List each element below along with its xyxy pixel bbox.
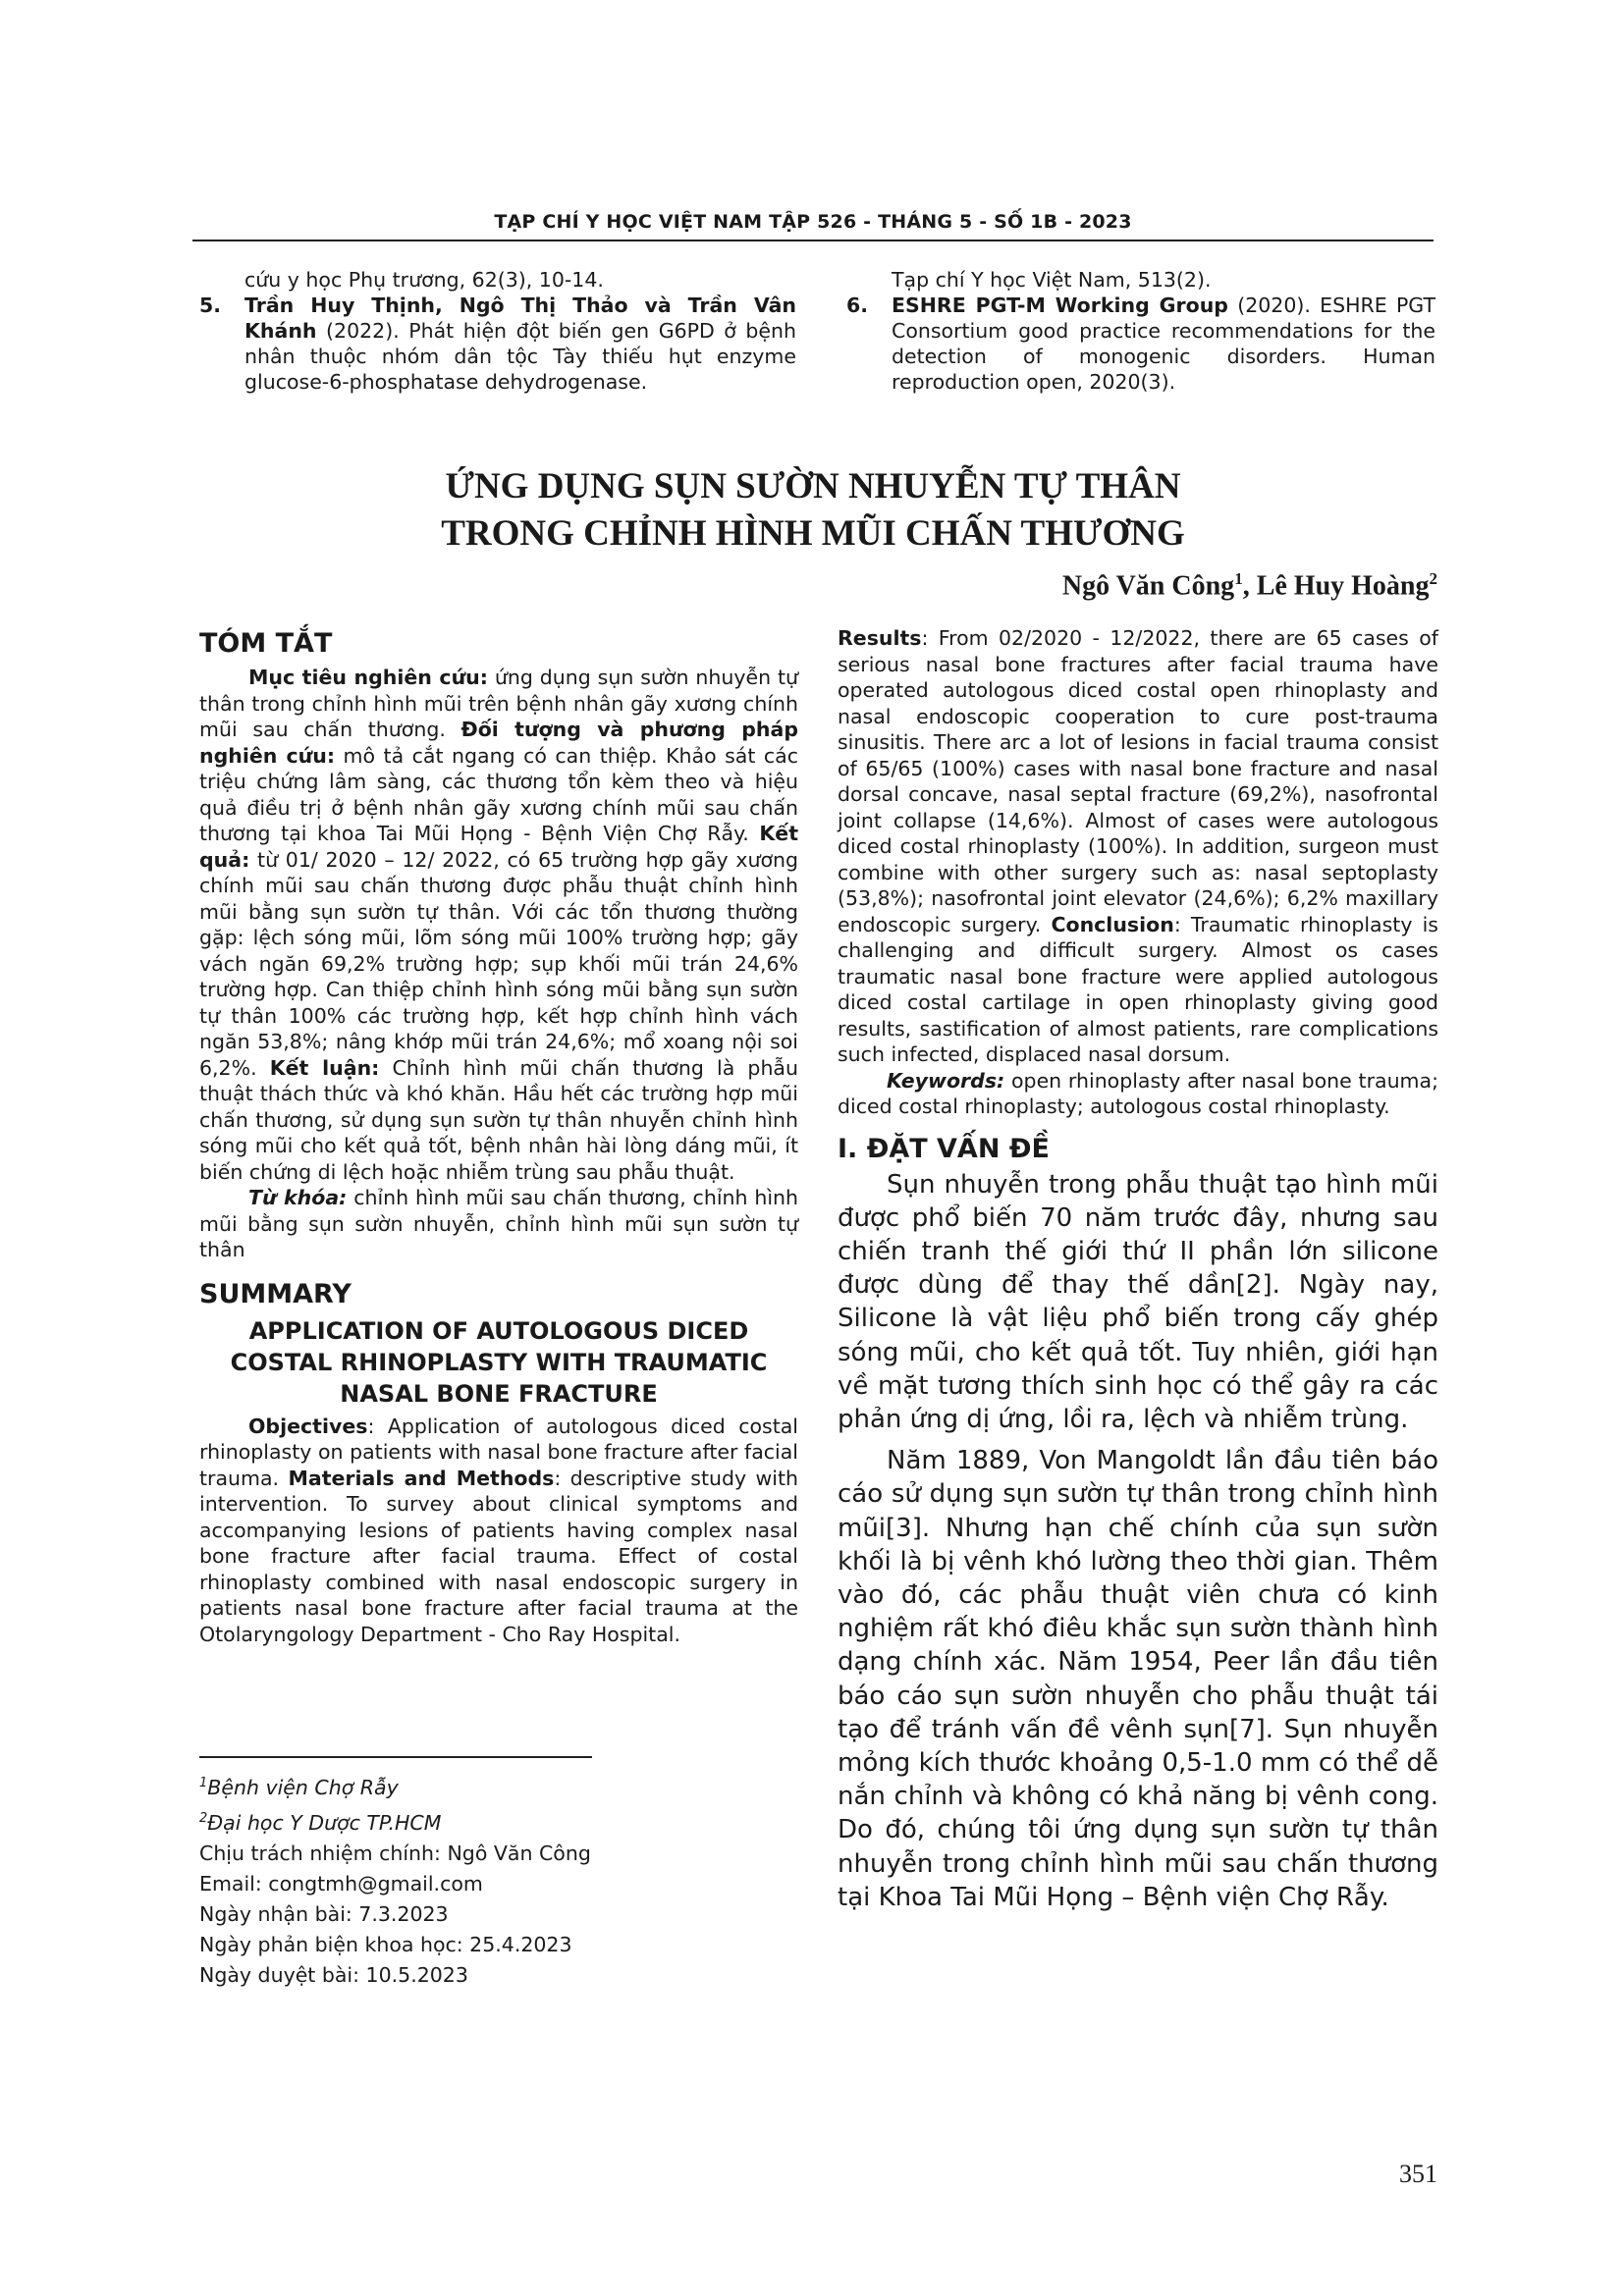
materials-methods-text: : descriptive study with intervention. To survey about clinical symptoms and accompanying lesions of patients having complex nasal bone fracture after facial trauma. Effect of costal rhinoplasty combined with nasal endoscopic surgery in patients nasal bone fracture after facial trauma at the Otolaryngology Department - Cho Ray Hospital.: [199, 1466, 799, 1646]
reference-continuation: Tạp chí Y học Việt Nam, 513(2).: [892, 268, 1212, 292]
reference-6: [846, 293, 1435, 395]
summary-title-line-3: NASAL BONE FRACTURE: [340, 1379, 658, 1408]
summary-paragraph-start: [199, 1414, 798, 1648]
reference-5: [199, 293, 796, 395]
right-column: [838, 625, 1438, 1914]
reference-number: 5.: [199, 294, 222, 317]
keywords-text: chỉnh hình mũi sau chấn thương, chỉnh hình mũi bằng sụn sườn nhuyễn, chỉnh hình mũi sụn sườn tự thân: [199, 1186, 798, 1261]
objective-label: Mục tiêu nghiên cứu:: [248, 666, 488, 689]
materials-methods-label: Materials and Methods: [288, 1466, 555, 1490]
left-column: [199, 628, 798, 1647]
author-1-affiliation: 1: [1234, 569, 1243, 588]
footnote-rule: [199, 1756, 592, 1758]
affiliation-1-marker: 1: [199, 1776, 208, 1790]
author-line: [1062, 569, 1437, 602]
results-text: : From 02/2020 - 12/2022, there are 65 cases of serious nasal bone fractures after facial trauma have operated autologous diced costal open rhinoplasty and nasal endoscopic cooperation to cure post-trauma sinusitis. There arc a lot of lesions in facial trauma consist of 65/65 (100%) cases with nasal bone fracture and nasal dorsal concave, nasal septal fracture (69,2%), nasofrontal joint collapse (14,6%). Almost of cases were autologous diced costal rhinoplasty (100%). In addition, surgeon must combine with other surgery such as: nasal septoplasty (53,8%); nasofrontal joint elevator (24,6%); 6,2% maxillary endoscopic surgery.: [838, 626, 1438, 936]
reference-text: (2022). Phát hiện đột biến gen G6PD ở bệnh nhân thuộc nhóm dân tộc Tày thiếu hụt enzyme glucose-6-phosphatase dehydrogenase.: [244, 319, 796, 394]
reference-authors: ESHRE PGT-M Working Group: [892, 294, 1228, 317]
abstract-heading-vi: TÓM TẮT: [199, 628, 333, 659]
result-text: từ 01/ 2020 – 12/ 2022, có 65 trường hợp gãy xương chính mũi sau chấn thương được phẫu thuật chỉnh hình mũi bằng sụn sườn tự thân. Với các tổn thương thường gặp: lệch sóng mũi, lõm sóng mũi 100% trường hợp; gãy vách ngăn 69,2% trường hợp; sụp khối mũi trán 24,6% trường hợp. Can thiệp chỉnh hình sóng mũi bằng sụn sườn tự thân 100% các trường hợp, kết hợp chỉnh hình vách ngăn 53,8%; nâng khớp mũi trán 24,6%; mổ xoang nội soi 6,2%.: [199, 847, 798, 1080]
references-right: [846, 267, 1435, 395]
summary-heading: SUMMARY: [199, 1278, 352, 1309]
section-1-heading: I. ĐẶT VẤN ĐỀ: [838, 1133, 1050, 1164]
section-1-paragraph-1: Sụn nhuyễn trong phẫu thuật tạo hình mũi được phổ biến 70 năm trước đây, nhưng sau chiến tranh thế giới thứ II phần lớn silicone được dùng để thay thế dần[2]. Ngày nay, Silicone là vật liệu phổ biến trong cấy ghép sóng mũi, cho kết quả tốt. Tuy nhiên, giới hạn về mặt tương thích sinh học có thể gây ra các phản ứng dị ứng, lồi ra, lệch và nhiễm trùng.: [838, 1169, 1438, 1434]
author-1: Ngô Văn Công: [1061, 570, 1235, 602]
conclusion-en-label: Conclusion: [1051, 912, 1174, 936]
affiliation-1: [199, 1768, 798, 1803]
method-text: mô tả cắt ngang có can thiệp. Khảo sát các triệu chứng lâm sàng, các thương tổn kèm theo và hiệu quả điều trị ở bệnh nhân gãy xương chính mũi sau chấn thương tại khoa Tai Mũi Họng - Bệnh Viện Chợ Rẫy.: [199, 743, 798, 845]
objective-text: ứng dụng sụn sườn nhuyễn tự thân trong chỉnh hình mũi trên bệnh nhân gãy xương chính mũi sau chấn thương.: [199, 666, 798, 741]
responsible-author: Chịu trách nhiệm chính: Ngô Văn Công: [199, 1841, 591, 1865]
reference-text: (2020). ESHRE PGT Consortium good practice recommendations for the detection of monogenic disorders. Human reproduction open, 2020(3).: [892, 294, 1435, 394]
author-2: Lê Huy Hoàng: [1256, 570, 1430, 602]
page-number: 351: [1399, 2160, 1437, 2188]
conclusion-label: Kết luận:: [269, 1055, 380, 1080]
keywords-en-text: open rhinoplasty after nasal bone trauma; diced costal rhinoplasty; autologous costal rhinoplasty.: [838, 1068, 1438, 1118]
summary-title-line-2: COSTAL RHINOPLASTY WITH TRAUMATIC: [230, 1348, 768, 1376]
title-line-2: TRONG CHỈNH HÌNH MŨI CHẤN THƯƠNG: [441, 513, 1185, 554]
article-title: [192, 463, 1434, 558]
objectives-label: Objectives: [248, 1414, 368, 1438]
keywords-en-label: Keywords:: [887, 1068, 1005, 1093]
header-rule: [192, 240, 1434, 241]
summary-paragraph-continued: [838, 625, 1438, 1068]
affiliation-2: [199, 1803, 798, 1839]
accepted-date: Ngày duyệt bài: 10.5.2023: [199, 1962, 468, 1987]
result-label: Kết quả:: [199, 822, 798, 872]
section-1-paragraph-2: Năm 1889, Von Mangoldt lần đầu tiên báo cáo sử dụng sụn sườn tự thân trong chỉnh hình mũi[3]. Nhưng hạn chế chính của sụn sườn khối là bị vênh khó lường theo thời gian. Thêm vào đó, các phẫu thuật viên chưa có kinh nghiệm rất khó điêu khắc sụn sườn thành hình dạng chính xác. Năm 1954, Peer lần đầu tiên báo cáo sụn sườn nhuyễn cho phẫu thuật tái tạo để tránh vấn đề vênh sụn[7]. Sụn nhuyễn mỏng kích thước khoảng 0,5-1.0 mm có thể dễ nắn chỉnh và không có khả năng bị vênh cong. Do đó, chúng tôi ứng dụng sụn sườn tự thân nhuyễn trong chỉnh hình mũi sau chấn thương tại Khoa Tai Mũi Họng – Bệnh viện Chợ Rẫy.: [838, 1446, 1438, 1912]
affiliation-1-text: Bệnh viện Chợ Rẫy: [207, 1775, 399, 1799]
running-head: TẠP CHÍ Y HỌC VIỆT NAM TẬP 526 - THÁNG 5 - SỐ 1B - 2023: [494, 211, 1132, 233]
reference-authors: Trần Huy Thịnh, Ngô Thị Thảo và Trần Vân Khánh: [244, 294, 796, 343]
method-label: Đối tượng và phương pháp nghiên cứu:: [199, 718, 798, 768]
results-label: Results: [838, 626, 922, 650]
review-date: Ngày phản biện khoa học: 25.4.2023: [199, 1932, 572, 1956]
conclusion-text: Chỉnh hình mũi chấn thương là phẫu thuật thách thức và khó khăn. Hầu hết các trường hợp mũi chấn thương, sử dụng sụn sườn tự thân nhuyễn chỉnh hình sóng mũi cho kết quả tốt, bệnh nhân hài lòng dáng mũi, ít biến chứng di lệch hoặc nhiễm trùng sau phẫu thuật.: [199, 1055, 798, 1184]
reference-continuation: cứu y học Phụ trương, 62(3), 10-14.: [244, 268, 604, 292]
received-date: Ngày nhận bài: 7.3.2023: [199, 1901, 449, 1926]
footnotes: [199, 1768, 798, 1991]
abstract-vi-paragraph: [199, 665, 798, 1185]
contact-email: Email: congtmh@gmail.com: [199, 1871, 483, 1896]
objectives-text: : Application of autologous diced costal rhinoplasty on patients with nasal bone fracture after facial trauma.: [199, 1414, 798, 1490]
keywords-en: [838, 1068, 1438, 1120]
references-left: [199, 267, 796, 395]
summary-title: [199, 1315, 798, 1410]
conclusion-en-text: : Traumatic rhinoplasty is challenging and difficult surgery. Almost os cases traumatic nasal bone fracture were applied autologous diced costal cartilage in open rhinoplasty giving good results, sastification of almost patients, rare complications such infected, displaced nasal dorsum.: [838, 912, 1438, 1066]
author-separator: ,: [1242, 570, 1257, 602]
author-2-affiliation: 2: [1429, 569, 1437, 588]
summary-title-line-1: APPLICATION OF AUTOLOGOUS DICED: [248, 1316, 749, 1345]
keywords-vi: [199, 1185, 798, 1263]
keywords-label: Từ khóa:: [248, 1186, 348, 1209]
title-line-1: ỨNG DỤNG SỤN SƯỜN NHUYỄN TỰ THÂN: [445, 466, 1181, 507]
affiliation-2-marker: 2: [199, 1810, 208, 1826]
affiliation-2-text: Đại học Y Dược TP.HCM: [207, 1810, 442, 1835]
reference-number: 6.: [846, 294, 869, 317]
